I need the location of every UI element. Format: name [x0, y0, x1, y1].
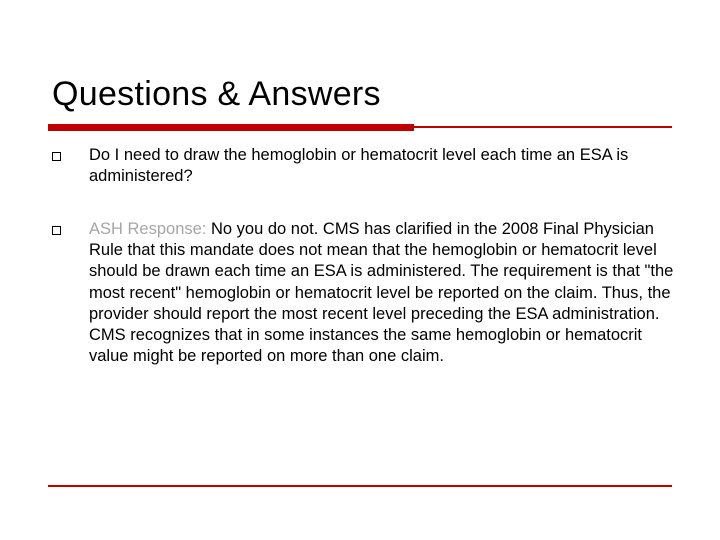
answer-body: No you do not. CMS has clarified in the 2008 Final Physician Rule that this mandate does not mean that the hemoglobin or hematocrit level should be drawn each time an ESA is administered. The requirement is that "the most recent" hemoglobin or hematocrit level be reported on the claim. Thus, the provider should report the most recent level preceding the ESA administration. CMS recognizes that in some instances the same hemoglobin or hematocrit value might be reported on more than one claim.	[89, 220, 674, 366]
answer-text	[89, 219, 679, 367]
title-underline-thick	[48, 124, 414, 131]
slide-title: Questions & Answers	[52, 75, 381, 113]
question-body: Do I need to draw the hemoglobin or hematocrit level each time an ESA is administered?	[89, 146, 629, 186]
square-bullet-icon	[52, 226, 61, 235]
question-text	[89, 145, 679, 187]
answer-lead-label: ASH Response:	[89, 220, 207, 238]
footer-rule	[48, 485, 672, 487]
square-bullet-icon	[52, 152, 61, 161]
title-underline-thin	[414, 126, 672, 128]
